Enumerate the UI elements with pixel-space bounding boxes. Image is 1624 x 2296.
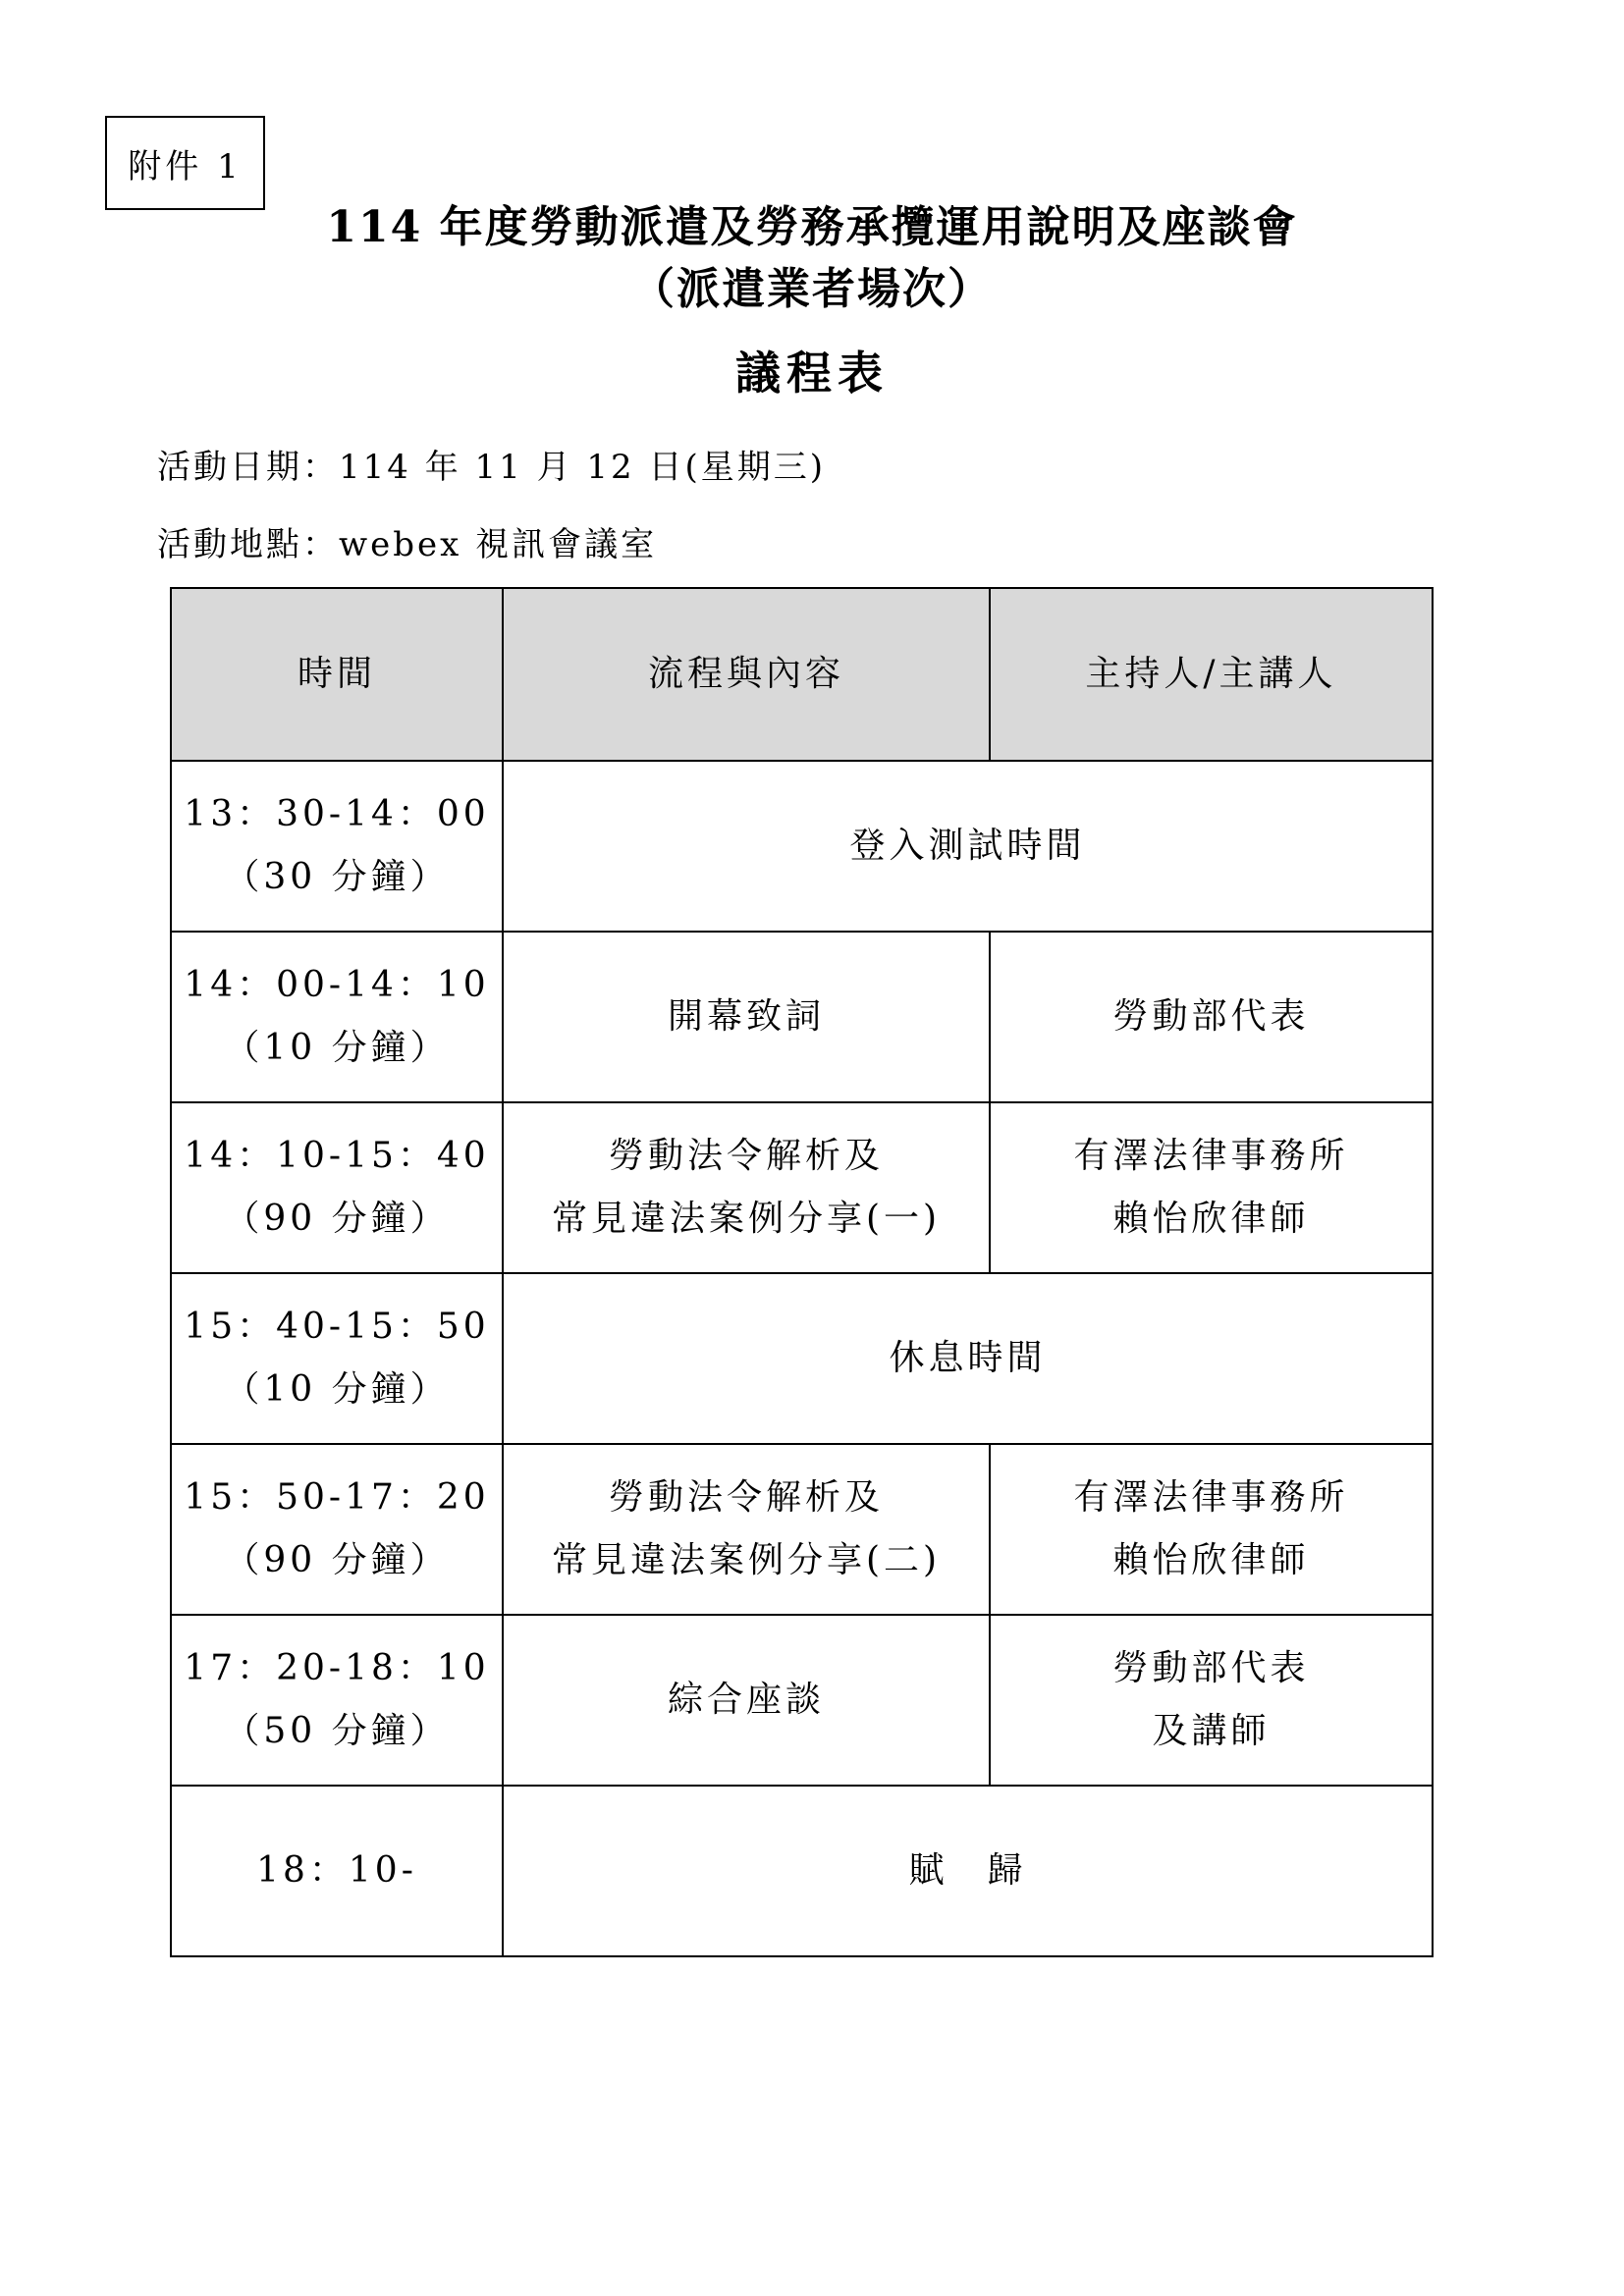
host-line: 賴怡欣律師: [1112, 1540, 1310, 1580]
content-line: 登入測試時間: [849, 826, 1086, 866]
host-cell: [990, 1102, 1433, 1273]
attachment-label: 附件 1: [105, 116, 265, 210]
content-line: 常見違法案例分享(一): [551, 1199, 942, 1239]
time-range: 15：50-17：20: [184, 1477, 490, 1518]
content-line: 開幕致詞: [667, 996, 825, 1037]
content-cell: [503, 932, 990, 1102]
content-cell: [503, 1273, 1433, 1444]
host-line: 賴怡欣律師: [1112, 1199, 1310, 1239]
table-row: [171, 761, 1433, 932]
time-cell: [171, 1444, 503, 1615]
time-range: 14：00-14：10: [184, 965, 490, 1005]
event-location: 活動地點：webex 視訊會議室: [157, 525, 658, 564]
host-line: 有澤法律事務所: [1073, 1136, 1349, 1176]
table-row: [171, 1102, 1433, 1273]
content-cell: [503, 1615, 990, 1786]
time-cell: [171, 1102, 503, 1273]
content-line: 勞動法令解析及: [608, 1477, 884, 1518]
header-host: 主持人/主講人: [990, 588, 1433, 761]
host-cell: [990, 1444, 1433, 1615]
host-line: 勞動部代表: [1112, 1648, 1310, 1688]
table-row: [171, 1615, 1433, 1786]
host-line: 及講師: [1152, 1711, 1271, 1751]
content-line: 綜合座談: [667, 1680, 825, 1720]
content-line: 休息時間: [889, 1338, 1047, 1378]
time-cell: [171, 761, 503, 932]
agenda-table: [170, 587, 1434, 1957]
table-row: [171, 1273, 1433, 1444]
duration: （90 分鐘）: [224, 1199, 450, 1239]
time-range: 18：10-: [256, 1850, 417, 1891]
content-cell: [503, 761, 1433, 932]
header-time: 時間: [171, 588, 503, 761]
time-cell: [171, 1615, 503, 1786]
host-line: 勞動部代表: [1112, 996, 1310, 1037]
duration: （10 分鐘）: [224, 1369, 450, 1410]
table-header-row: [171, 588, 1433, 761]
agenda-body: [171, 761, 1433, 1956]
table-row: [171, 932, 1433, 1102]
duration: （10 分鐘）: [224, 1028, 450, 1068]
header-content: 流程與內容: [503, 588, 990, 761]
content-line: 勞動法令解析及: [608, 1136, 884, 1176]
content-cell: [503, 1102, 990, 1273]
time-cell: [171, 932, 503, 1102]
host-cell: [990, 932, 1433, 1102]
table-row: [171, 1786, 1433, 1956]
time-range: 14：10-15：40: [184, 1136, 490, 1176]
document-subtitle: （派遣業者場次）: [631, 264, 993, 314]
table-row: [171, 1444, 1433, 1615]
duration: （90 分鐘）: [224, 1540, 450, 1580]
content-cell: [503, 1786, 1433, 1956]
host-cell: [990, 1615, 1433, 1786]
time-range: 15：40-15：50: [184, 1307, 490, 1347]
content-cell: [503, 1444, 990, 1615]
document-title: 114 年度勞動派遣及勞務承攬運用說明及座談會: [326, 202, 1298, 252]
agenda-heading: 議程表: [735, 347, 889, 400]
duration: （50 分鐘）: [224, 1711, 450, 1751]
event-date: 活動日期：114 年 11 月 12 日(星期三): [157, 448, 826, 487]
content-line: 賦 歸: [908, 1850, 1027, 1891]
host-line: 有澤法律事務所: [1073, 1477, 1349, 1518]
duration: （30 分鐘）: [224, 857, 450, 897]
time-range: 13：30-14：00: [184, 794, 490, 834]
time-cell: [171, 1273, 503, 1444]
time-range: 17：20-18：10: [184, 1648, 490, 1688]
content-line: 常見違法案例分享(二): [551, 1540, 942, 1580]
time-cell: [171, 1786, 503, 1956]
